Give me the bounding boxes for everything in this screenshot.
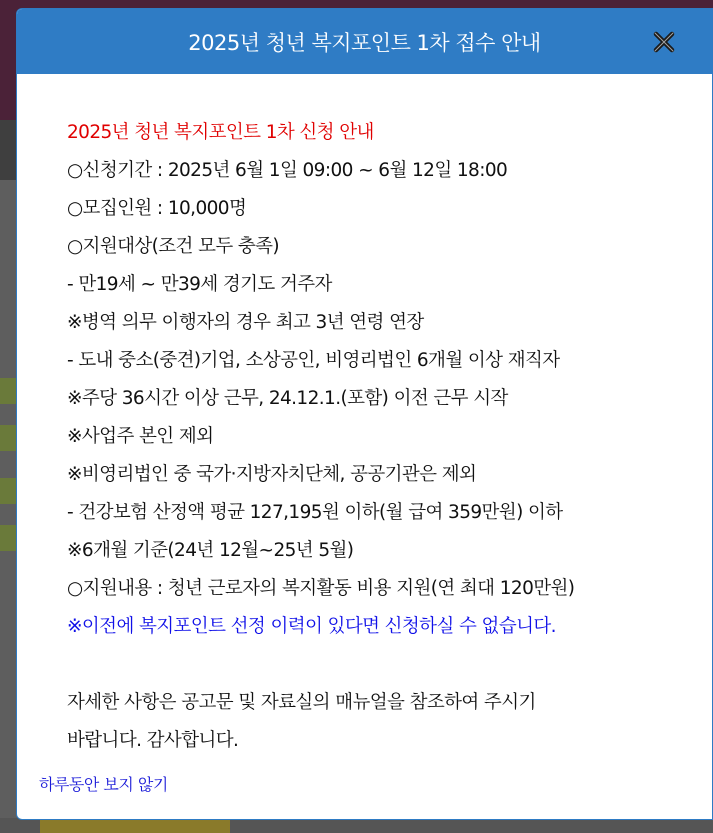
info-line: - 도내 중소(중견)기업, 소상공인, 비영리법인 6개월 이상 재직자 [67, 350, 560, 371]
spacer [67, 646, 687, 684]
closing-text-line: 바랍니다. 감사합니다. [67, 730, 239, 751]
info-line: ○지원내용 : 청년 근로자의 복지활동 비용 지원(연 최대 120만원) [67, 578, 575, 599]
info-line: ○신청기간 : 2025년 6월 1일 09:00 ~ 6월 12일 18:00 [67, 160, 508, 181]
ineligibility-notice: ※이전에 복지포인트 선정 이력이 있다면 신청하실 수 없습니다. [67, 616, 556, 637]
close-icon [650, 28, 678, 56]
closing-text-line: 자세한 사항은 공고문 및 자료실의 매뉴얼을 참조하여 주시기 [67, 692, 536, 713]
modal-body [67, 114, 687, 760]
modal-title: 2025년 청년 복지포인트 1차 접수 안내 [188, 30, 541, 55]
info-line: ※사업주 본인 제외 [67, 426, 214, 447]
info-line: ※비영리법인 중 국가·지방자치단체, 공공기관은 제외 [67, 464, 477, 485]
info-line: ○지원대상(조건 모두 충족) [67, 236, 280, 257]
info-line: ○모집인원 : 10,000명 [67, 198, 247, 219]
modal-header [17, 9, 712, 74]
info-line: ※6개월 기준(24년 12월~25년 5월) [67, 540, 354, 561]
info-line: ※병역 의무 이행자의 경우 최고 3년 연령 연장 [67, 312, 424, 333]
background-button [40, 818, 230, 833]
info-line: - 만19세 ~ 만39세 경기도 거주자 [67, 274, 332, 295]
close-button[interactable] [650, 28, 678, 56]
notice-heading: 2025년 청년 복지포인트 1차 신청 안내 [67, 122, 374, 143]
notice-modal [16, 8, 713, 820]
info-line: - 건강보험 산정액 평균 127,195원 이하(월 급여 359만원) 이하 [67, 502, 563, 523]
dismiss-today-link[interactable]: 하루동안 보지 않기 [39, 775, 168, 794]
info-line: ※주당 36시간 이상 근무, 24.12.1.(포함) 이전 근무 시작 [67, 388, 508, 409]
